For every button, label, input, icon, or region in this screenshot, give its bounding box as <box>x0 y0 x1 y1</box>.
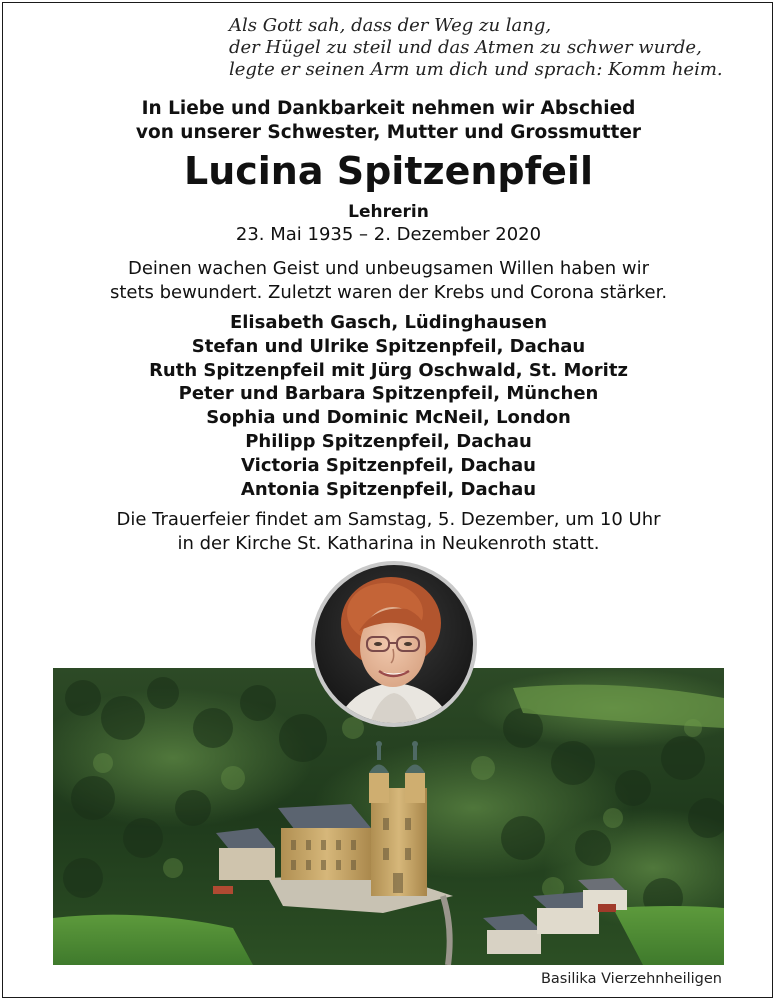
tribute-text <box>3 257 773 305</box>
mourner-entry: Antonia Spitzenpfeil, Dachau <box>240 478 537 500</box>
intro-line: In Liebe und Dankbarkeit nehmen wir Abschied <box>141 98 636 119</box>
intro-line: von unserer Schwester, Mutter und Grossmutter <box>135 122 642 143</box>
poem-line: legte er seinen Arm um dich und sprach: Komm heim. <box>229 59 723 80</box>
mourner-entry: Elisabeth Gasch, Lüdinghausen <box>229 312 548 333</box>
mourner-entry: Philipp Spitzenpfeil, Dachau <box>245 430 532 452</box>
funeral-service-info <box>3 508 773 556</box>
portrait-frame <box>311 561 477 727</box>
mourners-list <box>3 311 773 501</box>
service-line: in der Kirche St. Katharina in Neukenroth statt. <box>177 533 600 554</box>
mourner-entry: Stefan und Ulrike Spitzenpfeil, Dachau <box>191 335 586 357</box>
photo-caption: Basilika Vierzehnheiligen <box>540 971 722 987</box>
life-dates: 23. Mai 1935 – 2. Dezember 2020 <box>235 224 542 245</box>
poem-line: Als Gott sah, dass der Weg zu lang, <box>229 15 552 36</box>
portrait-photo <box>315 565 473 723</box>
poem-line: der Hügel zu steil und das Atmen zu schwer wurde, <box>229 37 702 58</box>
deceased-name: Lucina Spitzenpfeil <box>183 149 593 193</box>
mourner-entry: Sophia und Dominic McNeil, London <box>206 407 571 429</box>
poem <box>229 15 759 81</box>
service-line: Die Trauerfeier findet am Samstag, 5. Dezember, um 10 Uhr <box>116 509 661 530</box>
mourner-entry: Ruth Spitzenpfeil mit Jürg Oschwald, St. Moritz <box>149 359 628 381</box>
deceased-profession: Lehrerin <box>348 202 429 222</box>
tribute-line: Deinen wachen Geist und unbeugsamen Willen haben wir <box>127 258 650 279</box>
obituary-frame <box>2 2 773 998</box>
mourner-entry: Victoria Spitzenpfeil, Dachau <box>241 454 536 476</box>
farewell-intro <box>3 97 773 145</box>
tribute-line: stets bewundert. Zuletzt waren der Krebs und Corona stärker. <box>109 282 668 303</box>
mourner-entry: Peter und Barbara Spitzenpfeil, München <box>178 383 599 405</box>
